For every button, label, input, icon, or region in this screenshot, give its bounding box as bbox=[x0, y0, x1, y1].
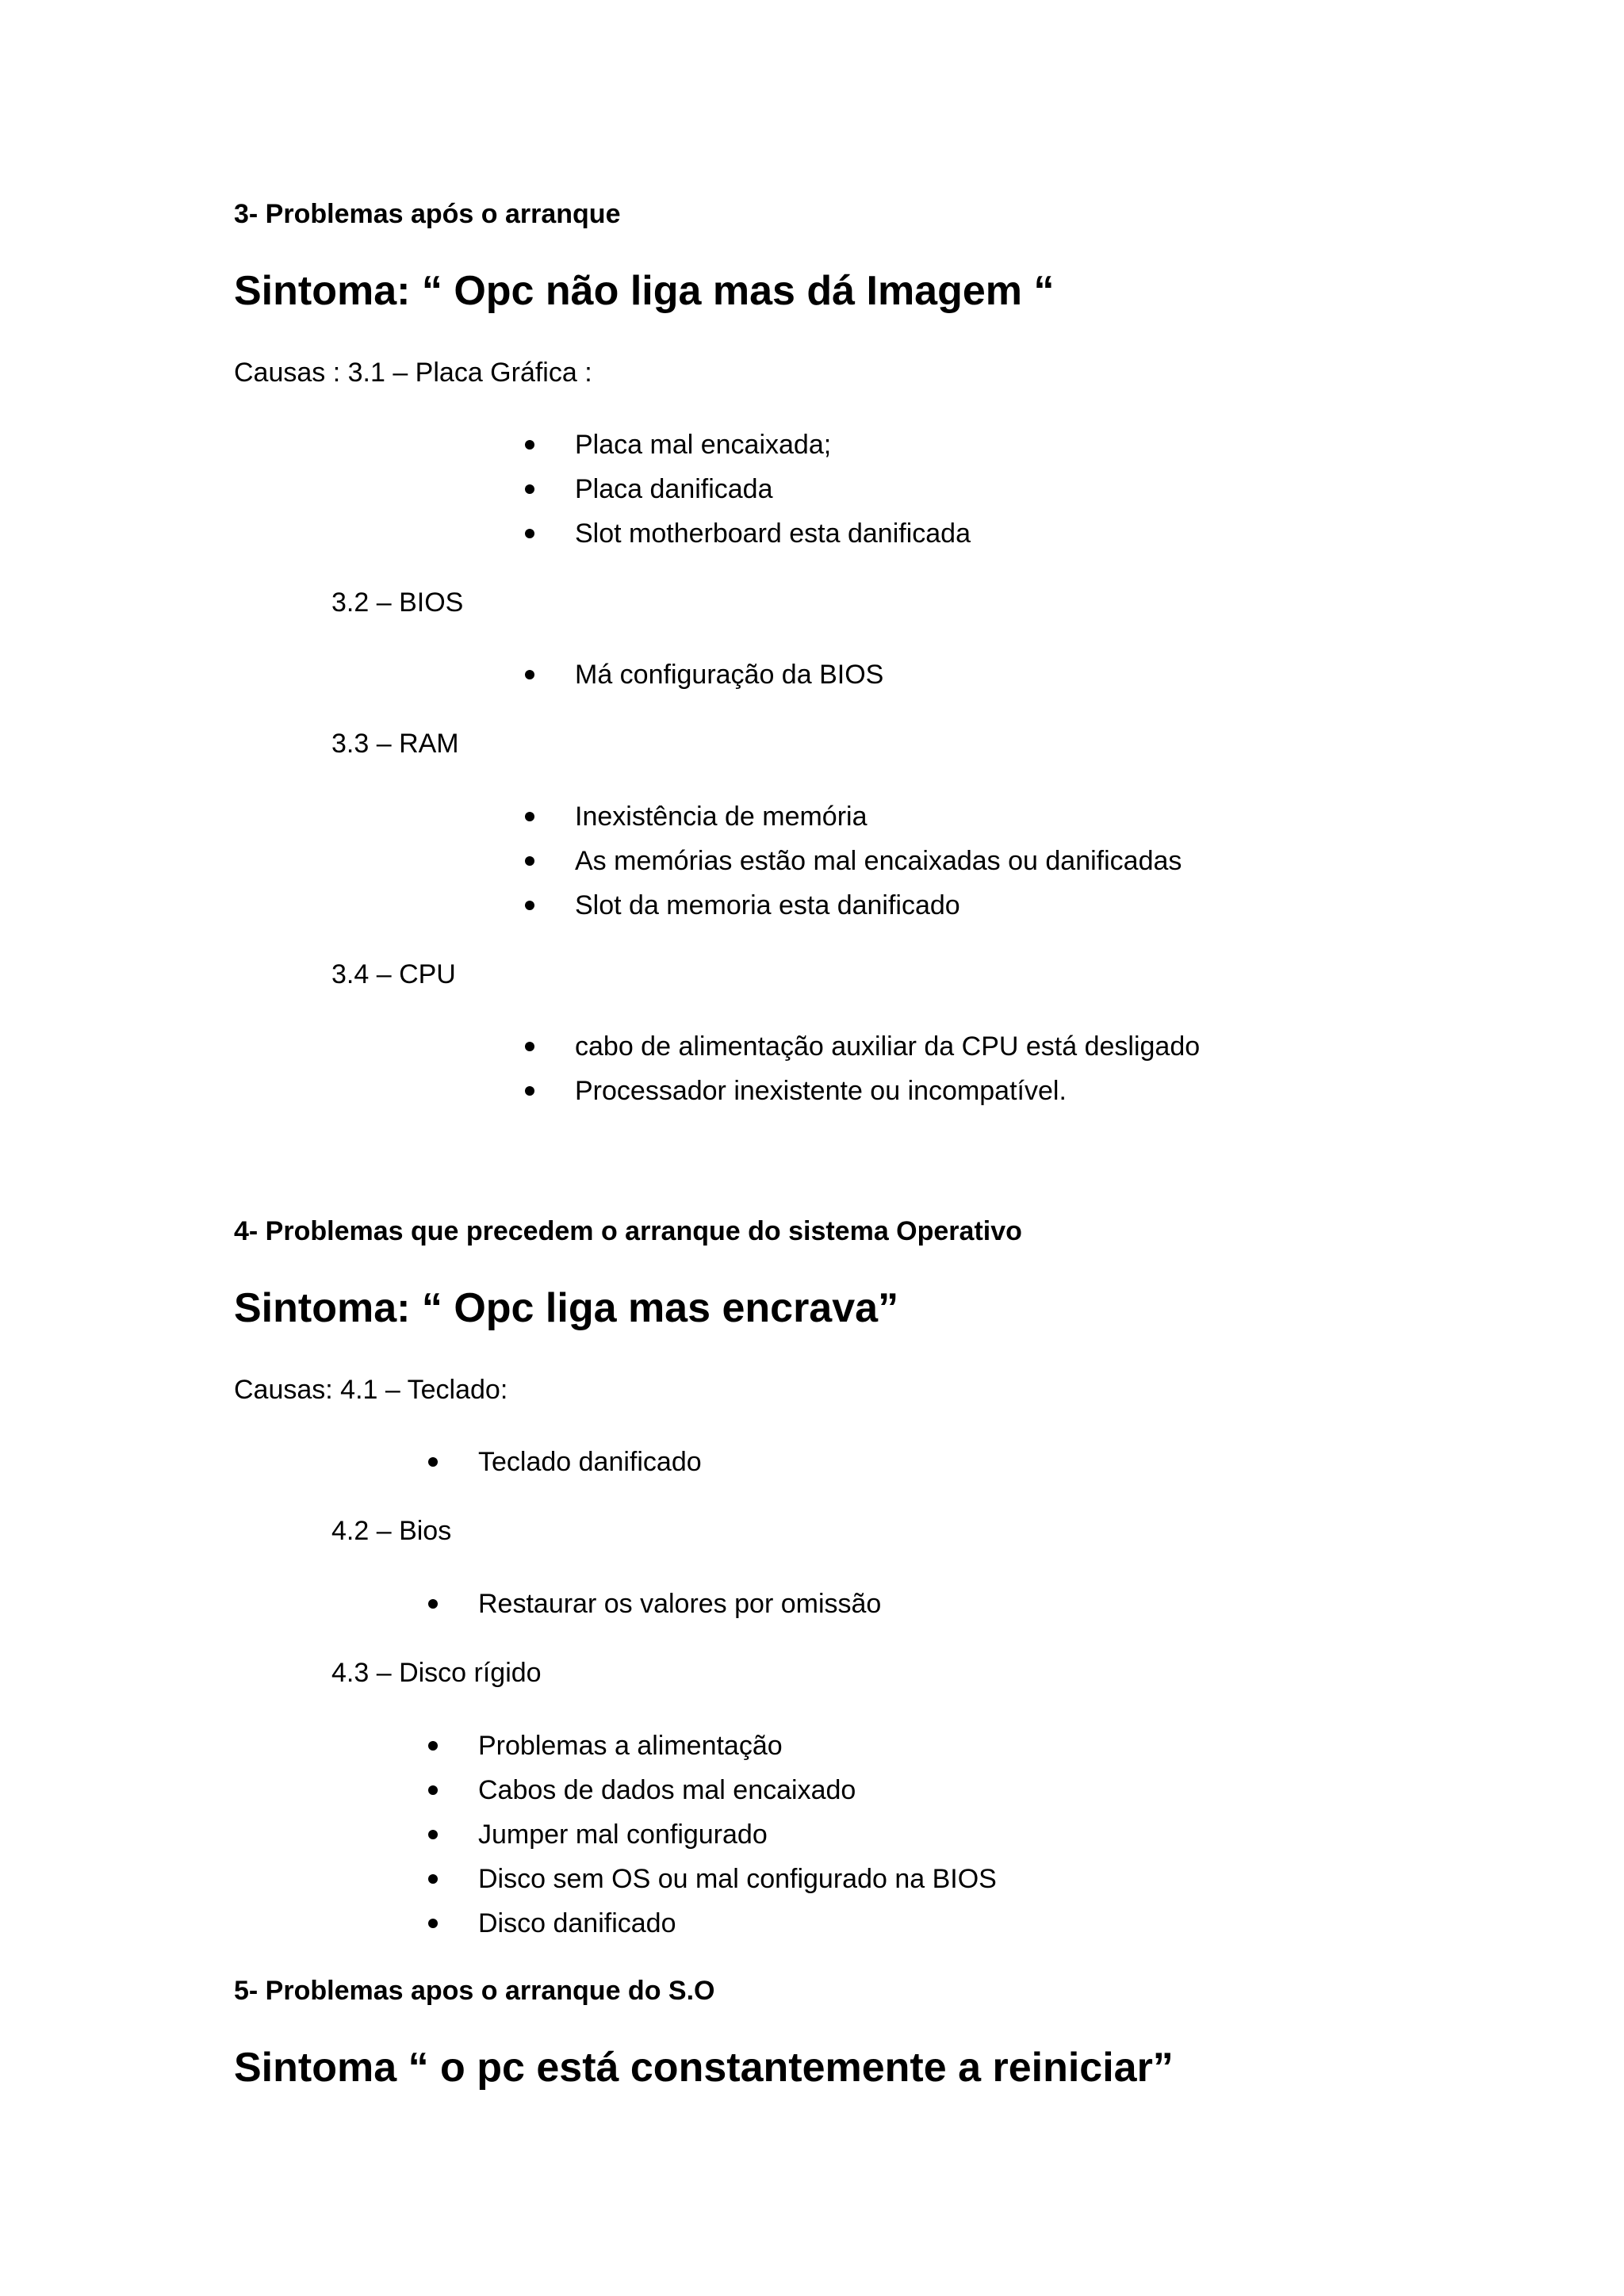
document-page: 3- Problemas após o arranque Sintoma: “ Opc não liga mas dá Imagem “ Causas : 3.1 – Placa Gráfica : Placa mal encaixada; Placa danificada Slot motherboard esta danificada 3.2 – BIOS Má configuração da BIOS 3.3 – RAM Inexistência de memória As memórias estão mal encaixadas ou danificadas Slot da memoria esta danificado 3.4 – CPU cabo de alimentação auxiliar da CPU está desligado Processador inexistente ou incompatível. 4- Problemas que precedem o arranque do sistema Operativo Sintoma: “ Opc liga mas encrava” Causas: 4.1 – Teclado: Teclado danificado 4.2 – Bios Restaurar os valores por omissão 4.3 – Disco rígido Problemas a alimentação Cabos de dados mal encaixado Jumper mal configurado Disco sem OS ou mal configurado na BIOS Disco danificado 5- Problemas apos o arranque do S.O Sintoma “ o pc está constantemente a reiniciar” bbox=[234, 199, 1201, 2091]
subsection-3-4: 3.4 – CPU bbox=[331, 959, 456, 989]
section-4-causes-label: Causas: 4.1 – Teclado: bbox=[234, 1375, 508, 1405]
bullet-icon bbox=[525, 484, 534, 494]
bullet-icon bbox=[428, 1919, 438, 1928]
bullet-icon bbox=[525, 670, 534, 679]
subsection-3-2: 3.2 – BIOS bbox=[331, 587, 464, 618]
section-4-title: 4- Problemas que precedem o arranque do sistema Operativo bbox=[234, 1216, 1022, 1246]
bullet-icon bbox=[428, 1741, 438, 1751]
section-5-symptom: Sintoma “ o pc está constantemente a reiniciar” bbox=[234, 2045, 1174, 2091]
bullet-icon bbox=[428, 1830, 438, 1839]
section-5-title: 5- Problemas apos o arranque do S.O bbox=[234, 1976, 715, 2006]
bullet-icon bbox=[525, 1042, 534, 1051]
bullet-icon bbox=[525, 812, 534, 821]
section-4-symptom: Sintoma: “ Opc liga mas encrava” bbox=[234, 1285, 899, 1331]
bullet-icon bbox=[428, 1785, 438, 1795]
bullet-icon bbox=[525, 856, 534, 866]
section-3-title: 3- Problemas após o arranque bbox=[234, 199, 621, 229]
bullet-icon bbox=[428, 1599, 438, 1609]
subsection-3-3: 3.3 – RAM bbox=[331, 729, 459, 759]
subsection-4-3: 4.3 – Disco rígido bbox=[331, 1658, 542, 1688]
subsection-4-2: 4.2 – Bios bbox=[331, 1516, 452, 1546]
bullet-icon bbox=[525, 1086, 534, 1096]
section-3-symptom: Sintoma: “ Opc não liga mas dá Imagem “ bbox=[234, 268, 1055, 314]
bullet-icon bbox=[525, 529, 534, 538]
bullet-icon bbox=[525, 901, 534, 910]
bullet-icon bbox=[428, 1874, 438, 1884]
bullet-icon bbox=[428, 1457, 438, 1467]
section-3-causes-label: Causas : 3.1 – Placa Gráfica : bbox=[234, 358, 592, 388]
bullet-icon bbox=[525, 440, 534, 450]
